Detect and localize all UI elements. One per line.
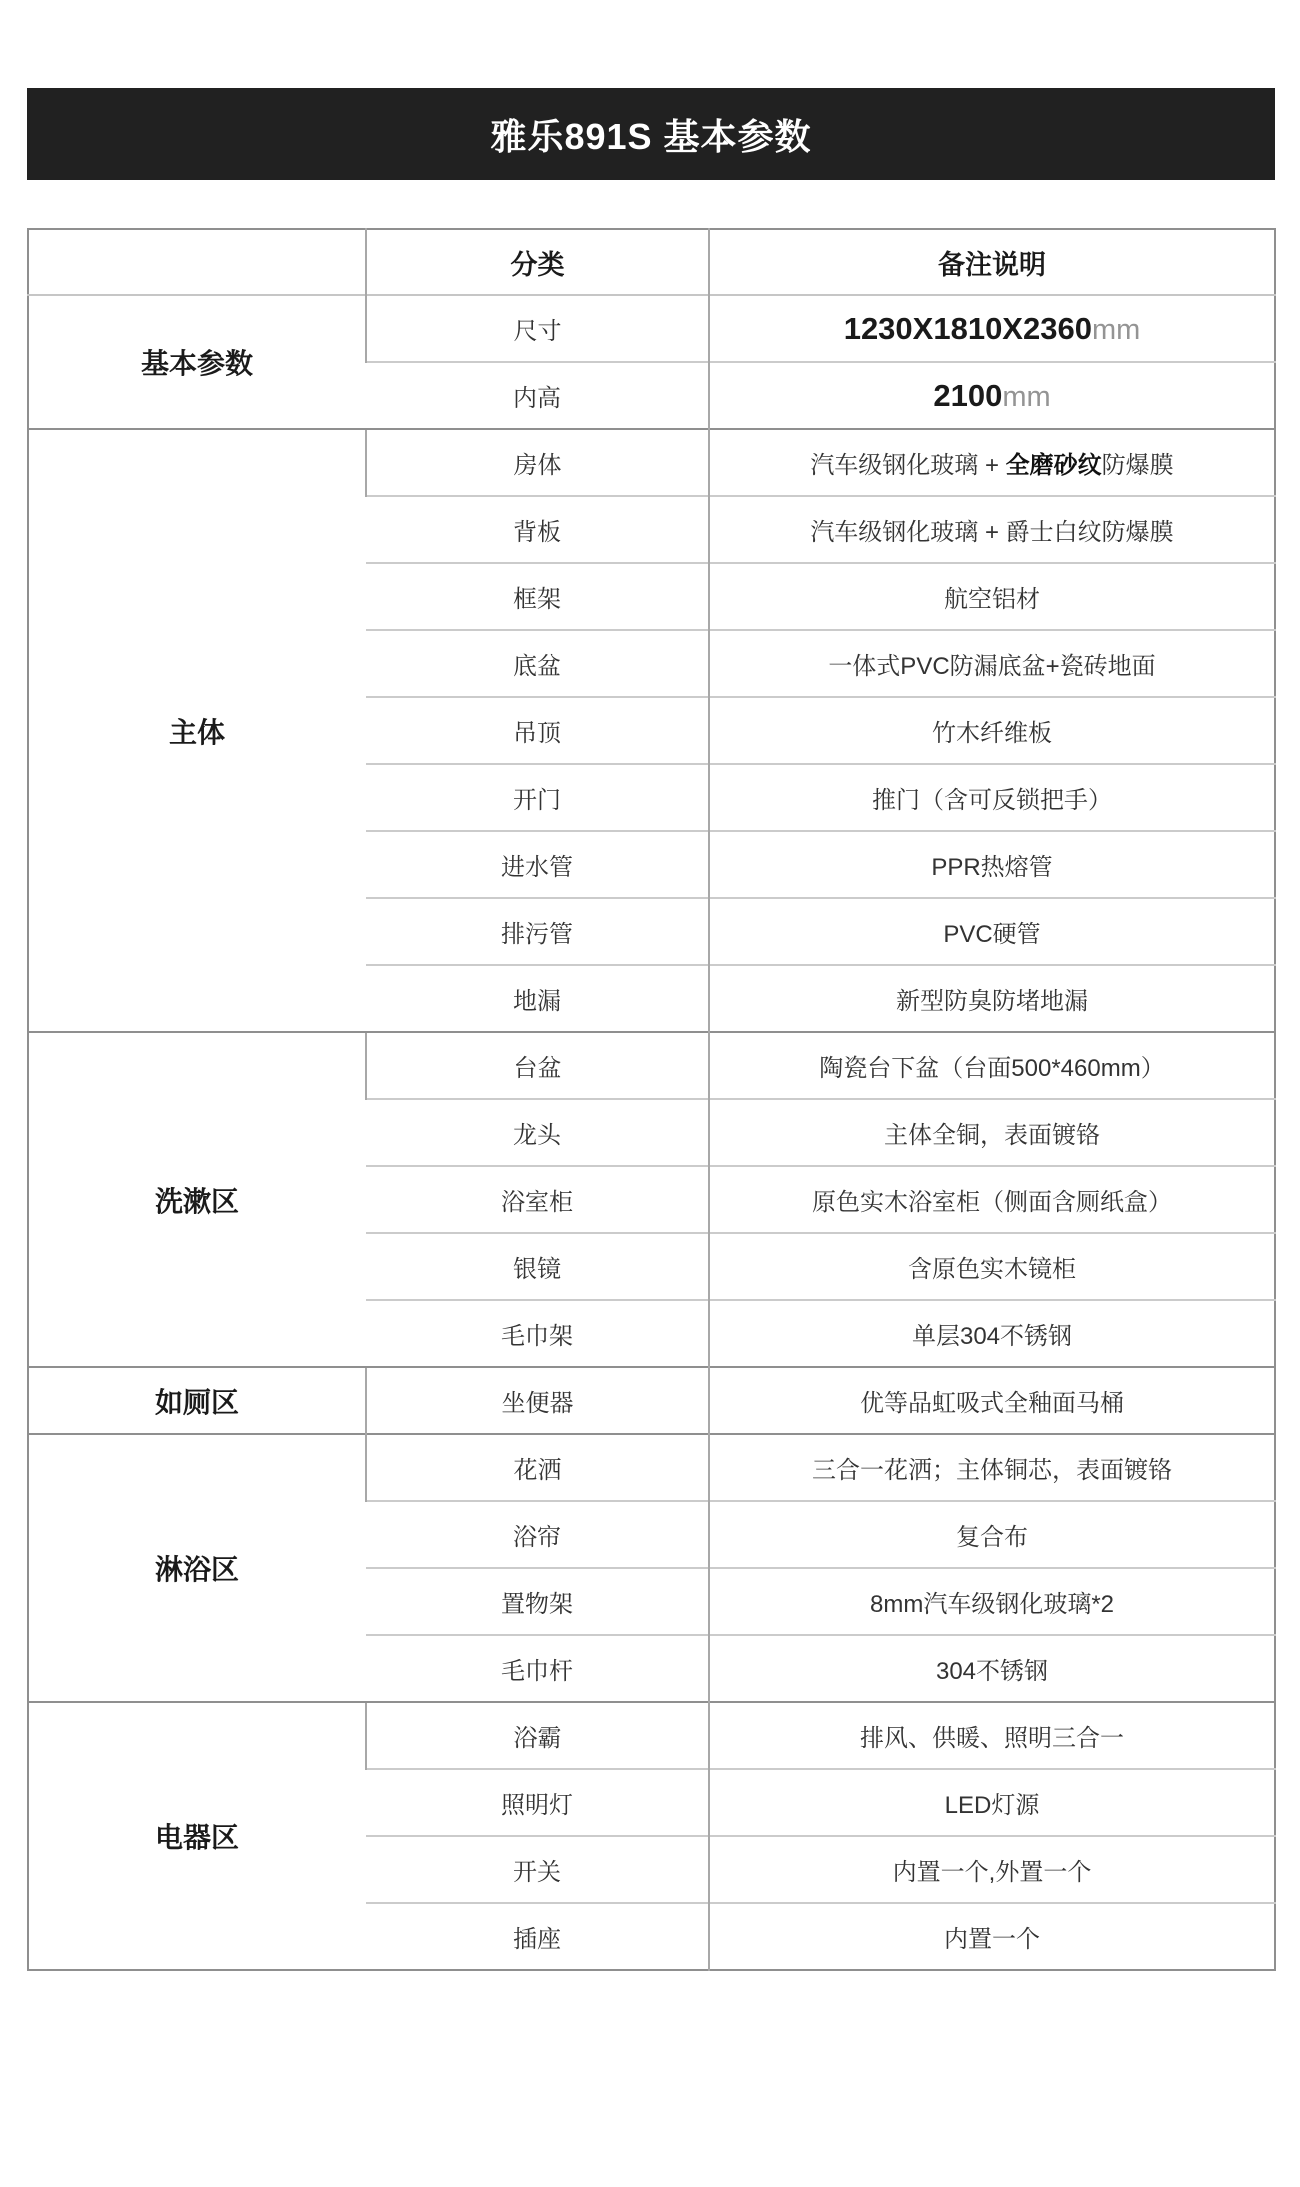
remarks-text-segment: 内置一个 [944,1926,1040,1953]
remarks-text-segment: 内置一个,外置一个 [892,1859,1092,1886]
classification-cell: 浴霸 [366,1702,709,1769]
table-row [28,1032,1275,1099]
remarks-text-segment: 含原色实木镜柜 [908,1256,1076,1283]
classification-cell: 照明灯 [366,1769,709,1836]
remarks-cell [709,295,1275,362]
remarks-text-segment: PPR热熔管 [931,854,1053,881]
header-cell-classification: 分类 [366,229,709,295]
remarks-text-segment: 1230X1810X2360 [843,310,1092,346]
classification-cell: 框架 [366,563,709,630]
remarks-text-segment: 航空铝材 [944,586,1040,613]
remarks-text-segment: mm [1002,380,1051,413]
remarks-cell [709,1032,1275,1099]
remarks-text-segment: 竹木纤维板 [932,720,1052,747]
remarks-text-segment: 复合布 [956,1524,1028,1551]
remarks-cell [709,1635,1275,1702]
spec-table [27,228,1276,1971]
remarks-text-segment: 原色实木浴室柜（侧面含厕纸盒） [812,1189,1172,1216]
classification-cell: 插座 [366,1903,709,1970]
classification-cell: 背板 [366,496,709,563]
remarks-text-segment: 全磨砂纹 [1005,452,1102,479]
remarks-cell [709,1702,1275,1769]
remarks-cell [709,831,1275,898]
remarks-text-segment: 2100 [933,377,1003,413]
remarks-text-segment: LED灯源 [944,1792,1040,1819]
classification-cell: 尺寸 [366,295,709,362]
classification-cell: 底盆 [366,630,709,697]
remarks-cell [709,1903,1275,1970]
remarks-text-segment: 推门（含可反锁把手） [872,787,1112,814]
remarks-text-segment: 主体全铜，表面镀铬 [884,1122,1100,1149]
remarks-text-segment: 防爆膜 [1101,452,1174,479]
remarks-cell [709,965,1275,1032]
remarks-cell [709,1836,1275,1903]
remarks-text-segment: 单层304不锈钢 [911,1323,1073,1350]
classification-cell: 进水管 [366,831,709,898]
classification-cell: 内高 [366,362,709,429]
remarks-cell [709,1568,1275,1635]
remarks-text-segment: 优等品虹吸式全釉面马桶 [860,1390,1124,1417]
remarks-text-segment: 8mm汽车级钢化玻璃*2 [869,1591,1115,1618]
classification-cell: 台盆 [366,1032,709,1099]
classification-cell: 银镜 [366,1233,709,1300]
remarks-cell [709,1769,1275,1836]
classification-cell: 浴室柜 [366,1166,709,1233]
header-row [28,229,1275,295]
classification-cell: 吊顶 [366,697,709,764]
remarks-cell [709,1367,1275,1434]
remarks-text-segment: 汽车级钢化玻璃 + 爵士白纹防爆膜 [810,519,1174,546]
classification-cell: 开关 [366,1836,709,1903]
classification-cell: 毛巾架 [366,1300,709,1367]
remarks-cell [709,1099,1275,1166]
remarks-text-segment: 陶瓷台下盆（台面500*460mm） [819,1055,1165,1082]
remarks-text-segment: mm [1091,313,1141,346]
remarks-text-segment: 排风、供暖、照明三合一 [860,1725,1124,1752]
page-title: 雅乐891S 基本参数 [490,115,812,157]
remarks-cell [709,496,1275,563]
classification-cell: 坐便器 [366,1367,709,1434]
category-cell: 基本参数 [28,295,366,429]
table-row [28,1702,1275,1769]
classification-cell: 置物架 [366,1568,709,1635]
remarks-cell [709,362,1275,429]
remarks-cell [709,1166,1275,1233]
classification-cell: 开门 [366,764,709,831]
remarks-text-segment: 新型防臭防堵地漏 [896,988,1088,1015]
category-cell: 电器区 [28,1702,366,1970]
table-row [28,1367,1275,1434]
classification-cell: 花洒 [366,1434,709,1501]
category-cell: 洗漱区 [28,1032,366,1367]
remarks-cell [709,898,1275,965]
header-cell-remarks: 备注说明 [709,229,1275,295]
remarks-text-segment: 304不锈钢 [935,1658,1049,1685]
classification-cell: 排污管 [366,898,709,965]
remarks-text-segment: PVC硬管 [943,921,1041,948]
category-cell: 如厕区 [28,1367,366,1434]
category-cell: 主体 [28,429,366,1032]
classification-cell: 龙头 [366,1099,709,1166]
remarks-cell [709,1434,1275,1501]
title-bar [27,88,1275,180]
remarks-cell [709,1300,1275,1367]
remarks-cell [709,563,1275,630]
remarks-cell [709,630,1275,697]
table-row [28,429,1275,496]
classification-cell: 房体 [366,429,709,496]
remarks-cell [709,1501,1275,1568]
remarks-cell [709,697,1275,764]
classification-cell: 地漏 [366,965,709,1032]
remarks-cell [709,429,1275,496]
table-row [28,1434,1275,1501]
remarks-cell [709,1233,1275,1300]
classification-cell: 毛巾杆 [366,1635,709,1702]
classification-cell: 浴帘 [366,1501,709,1568]
remarks-cell [709,764,1275,831]
remarks-text-segment: 一体式PVC防漏底盆+瓷砖地面 [828,653,1156,680]
remarks-text-segment: 汽车级钢化玻璃 + [810,452,1006,479]
remarks-text-segment: 三合一花洒；主体铜芯，表面镀铬 [812,1457,1172,1484]
table-row [28,295,1275,362]
category-cell: 淋浴区 [28,1434,366,1702]
header-cell-category [28,229,366,295]
